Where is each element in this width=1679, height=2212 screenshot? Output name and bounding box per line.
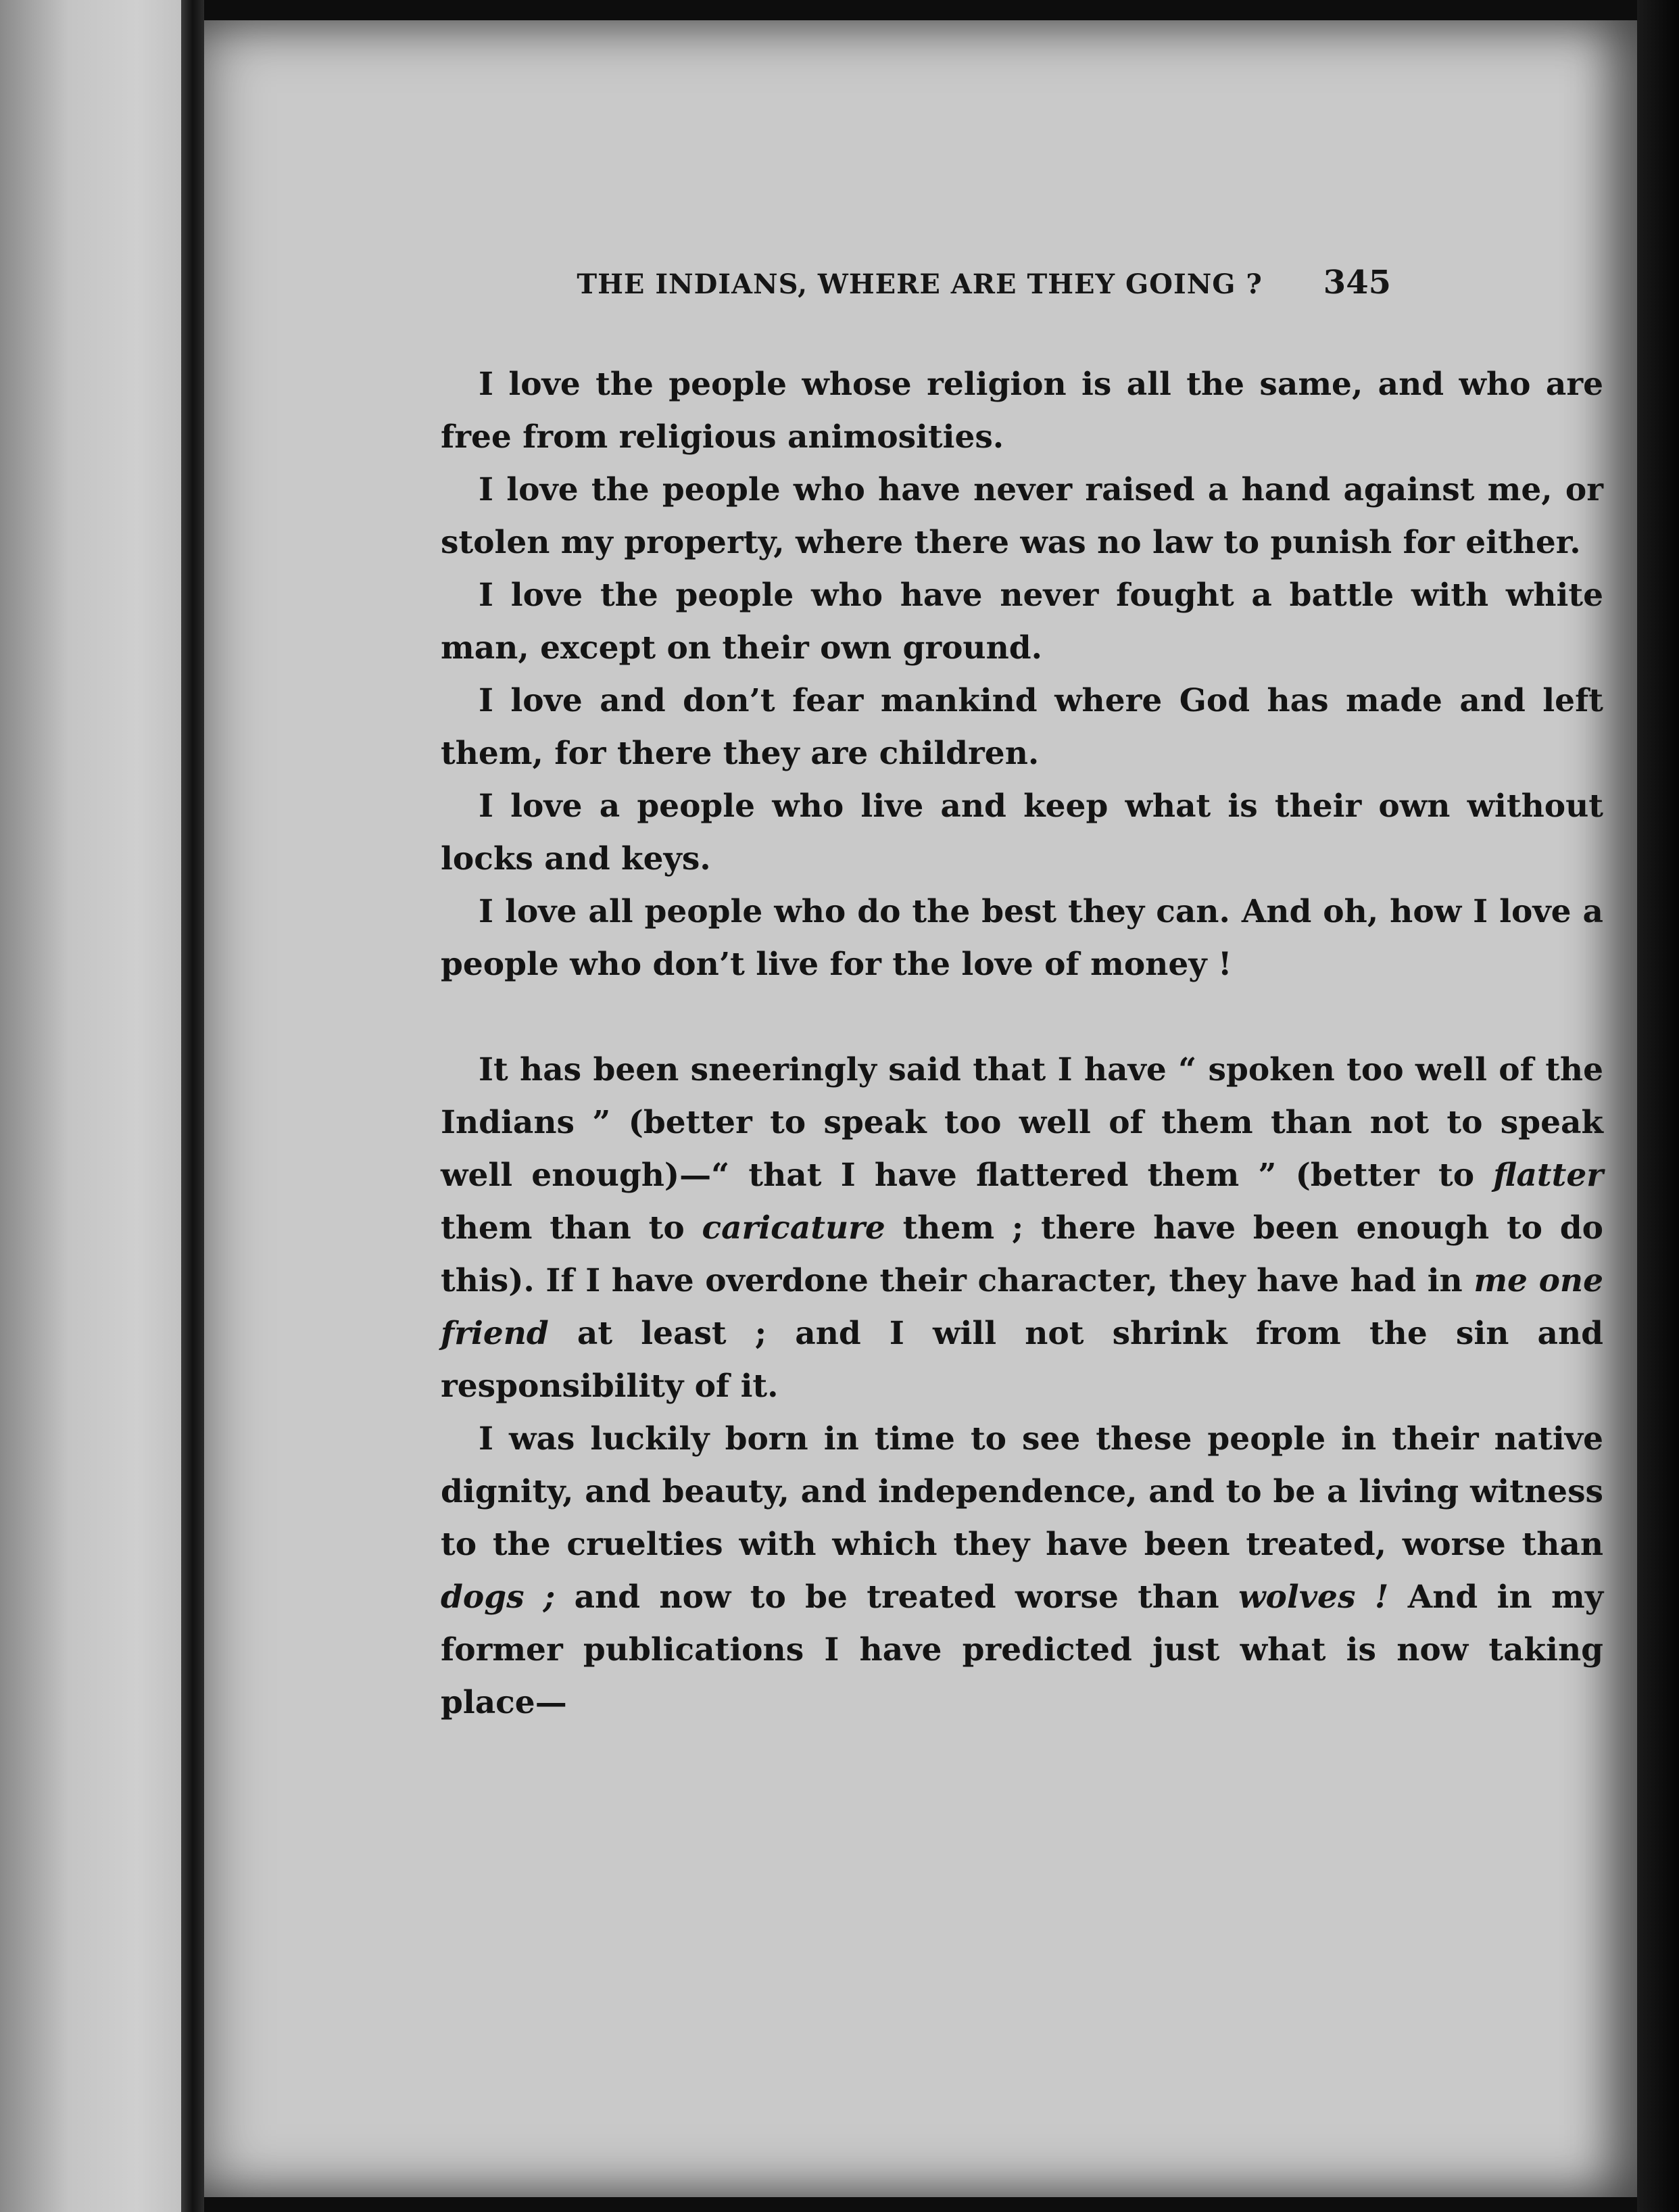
- paragraph: [441, 1044, 1603, 1413]
- italic-run: caricature: [702, 1209, 885, 1247]
- running-title: THE INDIANS, WHERE ARE THEY GOING ?: [577, 268, 1263, 300]
- italic-run: wolves !: [1238, 1579, 1389, 1616]
- facing-page-edge: [0, 0, 196, 2212]
- running-head: [204, 264, 1391, 302]
- text-run: And in my former publications I have predicted just what is now taking place—: [441, 1579, 1603, 1721]
- text-run: them than to: [441, 1209, 702, 1247]
- section-break: [441, 991, 1603, 1044]
- italic-run: flatter: [1493, 1157, 1603, 1194]
- paragraph: I love a people who live and keep what is their own without locks and keys.: [441, 788, 1603, 877]
- body-text: [441, 358, 1603, 1729]
- book-gutter: [181, 0, 204, 2212]
- right-scan-edge: [1637, 0, 1679, 2212]
- text-run: at least ; and I will not shrink from the sin and responsibility of it.: [441, 1315, 1603, 1405]
- paragraph: I love the people whose religion is all the same, and who are free from religious animosities.: [441, 366, 1603, 456]
- italic-run: me one friend: [441, 1262, 1603, 1352]
- text-run: It has been sneeringly said that I have “ spoken too well of the Indians ” (better to speak too well of them than not to speak well enough)—“ that I have flattered them ” (better to: [441, 1051, 1603, 1194]
- paragraph: I love all people who do the best they can. And oh, how I love a people who don’t live for the love of money !: [441, 893, 1603, 983]
- paragraph: [441, 1413, 1603, 1729]
- book-page: [204, 20, 1637, 2197]
- text-run: them ; there have been enough to do this). If I have overdone their character, they have had in: [441, 1209, 1604, 1299]
- text-run: I was luckily born in time to see these people in their native dignity, and beauty, and independence, and to be a living witness to the cruelties with which they have been treated, worse than: [441, 1420, 1603, 1563]
- text-run: and now to be treated worse than: [555, 1579, 1239, 1616]
- italic-run: dogs ;: [441, 1579, 556, 1616]
- paragraph: I love and don’t fear mankind where God has made and left them, for there they are children.: [441, 682, 1603, 772]
- paragraph: I love the people who have never fought a battle with white man, except on their own ground.: [441, 577, 1603, 667]
- paragraph: I love the people who have never raised a hand against me, or stolen my property, where there was no law to punish for either.: [441, 471, 1603, 561]
- page-number: 345: [1323, 264, 1391, 302]
